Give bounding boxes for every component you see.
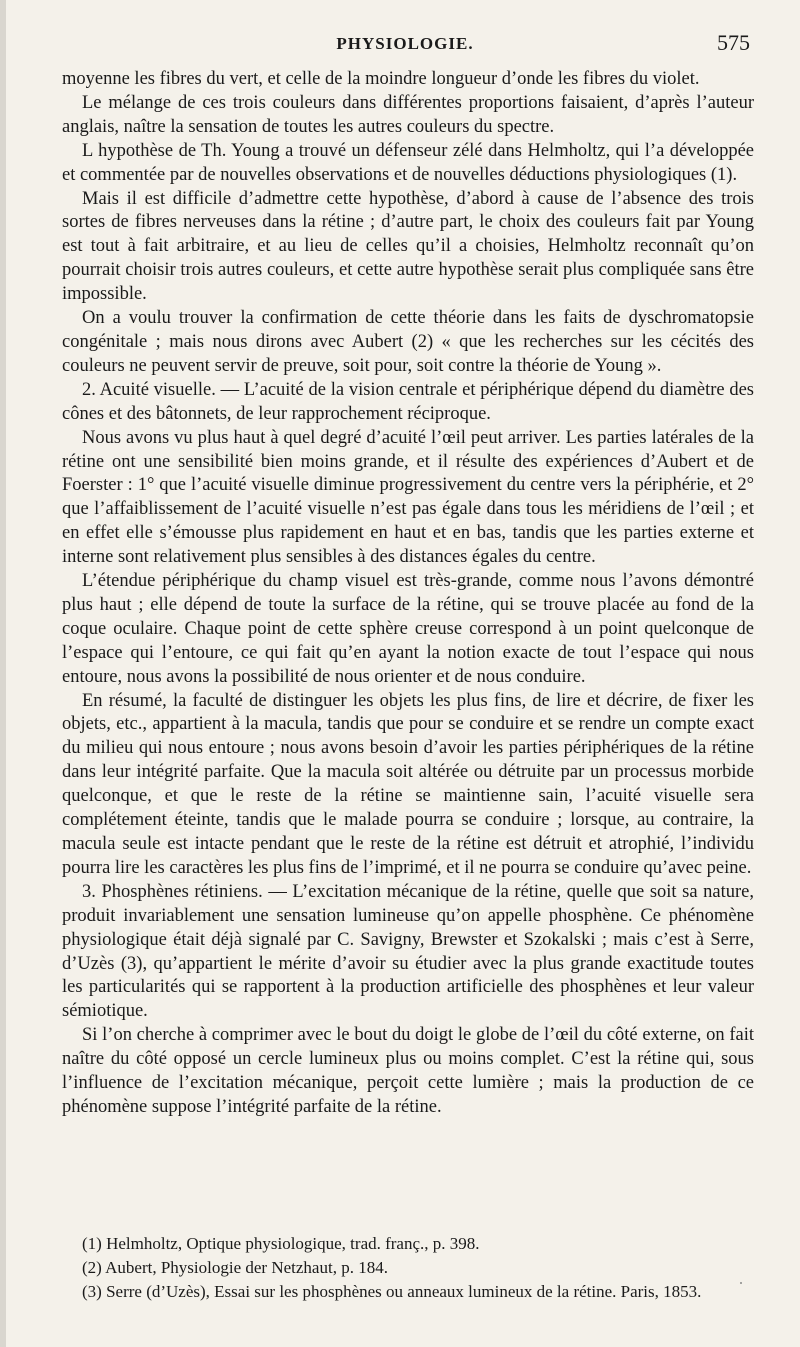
paragraph: Nous avons vu plus haut à quel degré d’acuité l’œil peut arriver. Les parties latérales de la rétine ont une sensibilité bien moins grande, et il résulte des expériences d’Aubert et de Foerster : 1° que l’acuité visuelle diminue progressivement du centre vers la périphérie, et 2° que l’affaiblissement de l’acuité visuelle n’est pas égale dans tous les méridiens de l’œil ; et en effet elle s’émousse plus rapidement en haut et en bas, tandis que les parties externe et interne sont relativement plus sensibles à des distances égales du centre. [62, 427, 754, 568]
paragraph: Si l’on cherche à comprimer avec le bout du doigt le globe de l’œil du côté externe, on fait naître du côté opposé un cercle lumineux plus ou moins complet. C’est la rétine qui, sous l’influence de l’excitation mécanique, perçoit cette lumière ; mais la production de ce phénomène suppose l’intégrité parfaite de la rétine. [62, 1025, 754, 1117]
section-phosphenes-retiniens: 3. Phosphènes rétiniens. — L’excitation mécanique de la rétine, quelle que soit sa nature, produit invariablement une sensation lumineuse qu’on appelle phosphène. Ce phénomène physiologique était déjà signalé par C. Savigny, Brewster et Szokalski ; mais c’est à Serre, d’Uzès (3), qu’appartient le mérite d’avoir su étudier avec la plus grande exactitude toutes les particularités qui se rapportent à la production artificielle des phosphènes et leur valeur sémiotique. [62, 881, 754, 1022]
page-binding-edge [0, 0, 6, 1347]
body-text [62, 68, 754, 1120]
footnote: (1) Helmholtz, Optique physiologique, trad. franç., p. 398. [82, 1234, 480, 1253]
running-title: PHYSIOLOGIE. [336, 34, 474, 53]
paragraph: Mais il est difficile d’admettre cette hypothèse, d’abord à cause de l’absence des trois sortes de fibres nerveuses dans la rétine ; d’autre part, le choix des couleurs fait par Young est tout à fait arbitraire, et au lieu de celles qu’il a choisies, Helmholtz reconnaît qu’on pourrait choisir trois autres couleurs, et cette autre hypothèse serait plus compliquée sans être impossible. [62, 188, 754, 305]
section-acuite-visuelle: 2. Acuité visuelle. — L’acuité de la vision centrale et périphérique dépend du diamètre des cônes et des bâtonnets, de leur rapprochement réciproque. [62, 379, 754, 424]
paragraph: Le mélange de ces trois couleurs dans différentes proportions faisaient, d’après l’auteur anglais, naître la sensation de toutes les autres couleurs du spectre. [62, 92, 754, 137]
footnote: (2) Aubert, Physiologie der Netzhaut, p. 184. [82, 1258, 388, 1277]
paragraph: L’étendue périphérique du champ visuel est très-grande, comme nous l’avons démontré plus haut ; elle dépend de toute la surface de la rétine, qui se trouve placée au fond de la coque oculaire. Chaque point de cette sphère creuse correspond à un point quelconque de l’espace qui l’entoure, ce qui fait qu’en ayant la notion exacte de tout l’espace qui nous entoure, nous avons la possibilité de nous orienter et de nous conduire. [62, 571, 754, 687]
paragraph: En résumé, la faculté de distinguer les objets les plus fins, de lire et décrire, de fixer les objets, etc., appartient à la macula, tandis que pour se conduire et se rendre un compte exact du milieu qui nous entoure ; nous avons besoin d’avoir les parties périphériques de la rétine dans leur intégrité parfaite. Que la macula soit altérée ou détruite par un processus morbide quelconque, et que le reste de la rétine se maintienne sain, l’acuité visuelle sera complétement éteinte, tandis que le malade pourra se conduire ; lorsque, au contraire, la macula seule est intacte pendant que le reste de la rétine est détruit et atrophié, l’individu pourra lire les caractères les plus fins de l’imprimé, et il ne pourra se conduire qu’avec peine. [62, 690, 754, 878]
paragraph: On a voulu trouver la confirmation de cette théorie dans les faits de dyschromatopsie congénitale ; mais nous dirons avec Aubert (2) « que les recherches sur les cécités des couleurs ne peuvent servir de preuve, soit pour, soit contre la théorie de Young ». [62, 308, 754, 376]
paper-speck [740, 1282, 742, 1284]
paragraph: L hypothèse de Th. Young a trouvé un défenseur zélé dans Helmholtz, qui l’a développée et commentée par de nouvelles observations et de nouvelles déductions physiologiques (1). [62, 140, 754, 185]
page-header [60, 30, 750, 54]
footnotes [62, 1232, 754, 1304]
footnote: (3) Serre (d’Uzès), Essai sur les phosphènes ou anneaux lumineux de la rétine. Paris, 1853. [82, 1282, 702, 1301]
page-number: 575 [717, 30, 750, 55]
paragraph: moyenne les fibres du vert, et celle de la moindre longueur d’onde les fibres du violet. [62, 69, 700, 89]
